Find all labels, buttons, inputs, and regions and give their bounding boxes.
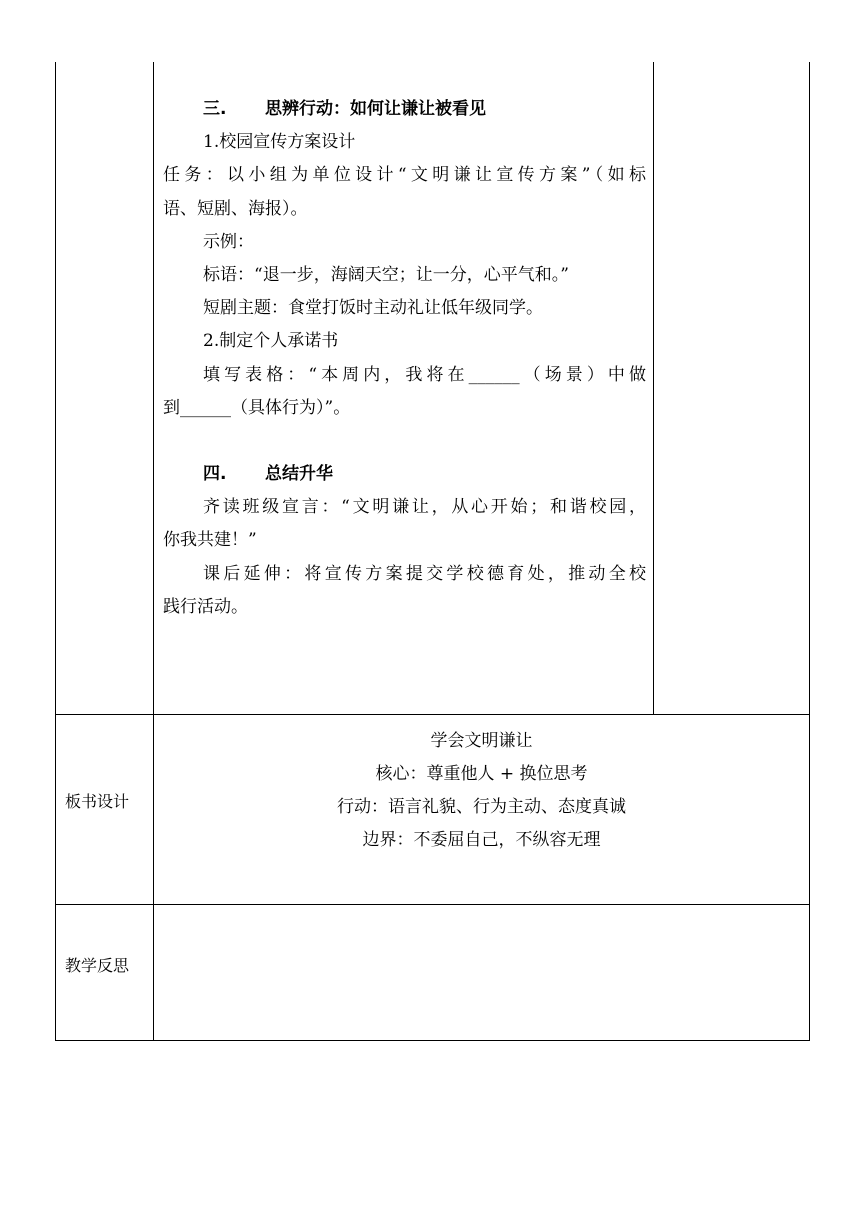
extension-line-1: 课后延伸：将宣传方案提交学校德育处，推动全校 <box>203 564 646 584</box>
table-bottom-border <box>55 1040 810 1041</box>
section-three-title: 思辨行动：如何让谦让被看见 <box>265 99 486 119</box>
section-four-number: 四. <box>203 464 227 484</box>
section-three-number: 三. <box>203 99 227 119</box>
board-boundary: 边界：不委屈自己，不纵容无理 <box>362 830 601 850</box>
example-label: 示例： <box>203 232 254 252</box>
extension-line-2: 践行活动。 <box>163 597 248 617</box>
table-label-column-divider <box>153 62 154 1041</box>
section-three-heading <box>203 98 486 120</box>
board-action: 行动：语言礼貌、行为主动、态度真诚 <box>337 797 626 817</box>
board-title: 学会文明谦让 <box>430 731 533 751</box>
teaching-reflection-content <box>163 920 803 1030</box>
table-row-divider-board <box>55 904 810 905</box>
board-core: 核心：尊重他人 + 换位思考 <box>375 764 588 784</box>
read-declaration-line-1: 齐读班级宣言：“文明谦让，从心开始；和谐校园， <box>203 497 646 517</box>
board-design-label: 板书设计 <box>65 792 130 811</box>
section-four-heading <box>203 463 333 485</box>
fill-line-2: 到______（具体行为）”。 <box>163 398 351 418</box>
item2-title: 2.制定个人承诺书 <box>203 331 339 351</box>
item1-title: 1.校园宣传方案设计 <box>203 132 356 152</box>
table-content-column-divider <box>653 62 654 714</box>
fill-line-1: 填写表格：“本周内，我将在______（场景）中做 <box>203 365 646 385</box>
read-declaration-line-2: 你我共建！” <box>163 530 257 550</box>
teaching-reflection-label: 教学反思 <box>65 956 130 975</box>
table-right-border <box>809 62 810 1041</box>
slogan-text: 标语：“退一步，海阔天空；让一分，心平气和。” <box>203 265 569 285</box>
table-left-border <box>55 62 56 1041</box>
task-line-2: 语、短剧、海报）。 <box>163 199 308 219</box>
task-line-1: 任务：以小组为单位设计“文明谦让宣传方案”（如标 <box>163 165 646 185</box>
table-row-divider-process <box>55 714 810 715</box>
section-four-title: 总结升华 <box>265 464 333 484</box>
drama-theme-text: 短剧主题：食堂打饭时主动礼让低年级同学。 <box>203 298 543 318</box>
